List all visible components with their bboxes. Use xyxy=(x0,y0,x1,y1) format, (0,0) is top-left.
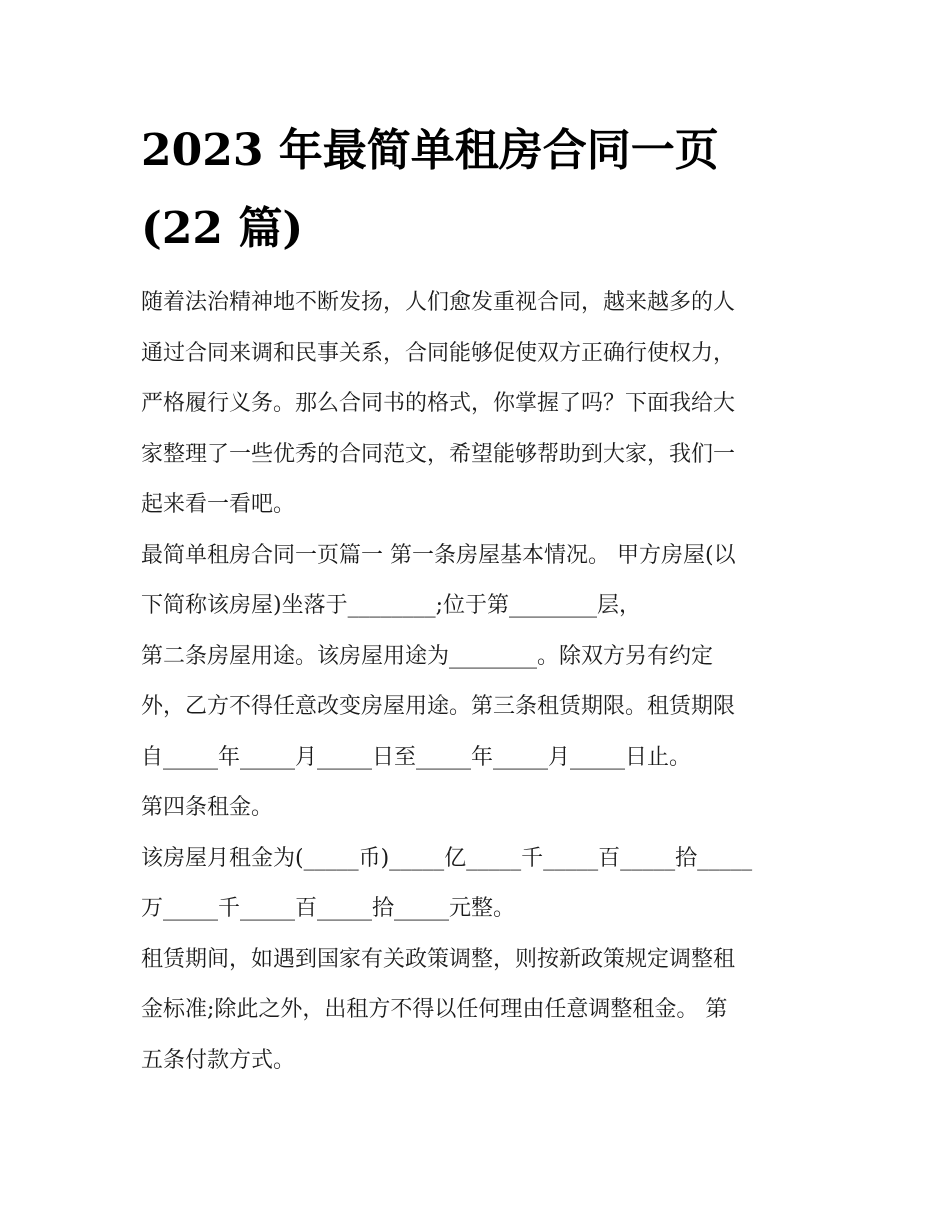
text-line: 外，乙方不得任意改变房屋用途。第三条租赁期限。租赁期限 xyxy=(141,694,736,719)
document-title xyxy=(141,112,813,268)
text-line: 严格履行义务。那么合同书的格式，你掌握了吗？下面我给大 xyxy=(141,391,736,416)
text-line: 下简称该房屋)坐落于________;位于第________层， xyxy=(141,593,641,618)
title-line: 2023 年最简单租房合同一页 xyxy=(141,125,719,176)
title-line: (22 篇) xyxy=(141,203,304,254)
text-line: 随着法治精神地不断发扬，人们愈发重视合同，越来越多的人 xyxy=(141,290,736,315)
text-line: 第四条租金。 xyxy=(141,795,274,820)
text-line: 通过合同来调和民事关系，合同能够促使双方正确行使权力， xyxy=(141,340,736,366)
document-page xyxy=(141,112,813,1086)
text-line: 最简单租房合同一页篇一 第一条房屋基本情况。 甲方房屋(以 xyxy=(141,542,736,568)
text-line: 五条付款方式。 xyxy=(141,1047,296,1073)
text-line: 自_____年_____月_____日至_____年_____月_____日止。 xyxy=(141,744,692,770)
text-line: 万_____千_____百_____拾_____元整。 xyxy=(141,896,516,921)
clause-paragraph xyxy=(141,783,813,834)
document-body xyxy=(141,278,813,1086)
text-line: 第二条房屋用途。该房屋用途为________。除双方另有约定 xyxy=(141,643,714,669)
text-line: 租赁期间，如遇到国家有关政策调整，则按新政策规定调整租 xyxy=(141,946,736,972)
text-line: 起来看一看吧。 xyxy=(141,492,296,517)
clause-paragraph xyxy=(141,935,813,1087)
text-line: 金标准;除此之外，出租方不得以任何理由任意调整租金。 第 xyxy=(141,997,728,1022)
clause-paragraph xyxy=(141,531,813,632)
clause-paragraph xyxy=(141,834,813,935)
text-line: 该房屋月租金为(_____币)_____亿_____千_____百_____拾_____ xyxy=(141,845,753,871)
clause-paragraph xyxy=(141,632,813,784)
text-line: 家整理了一些优秀的合同范文，希望能够帮助到大家，我们一 xyxy=(141,441,736,467)
intro-paragraph xyxy=(141,278,813,531)
